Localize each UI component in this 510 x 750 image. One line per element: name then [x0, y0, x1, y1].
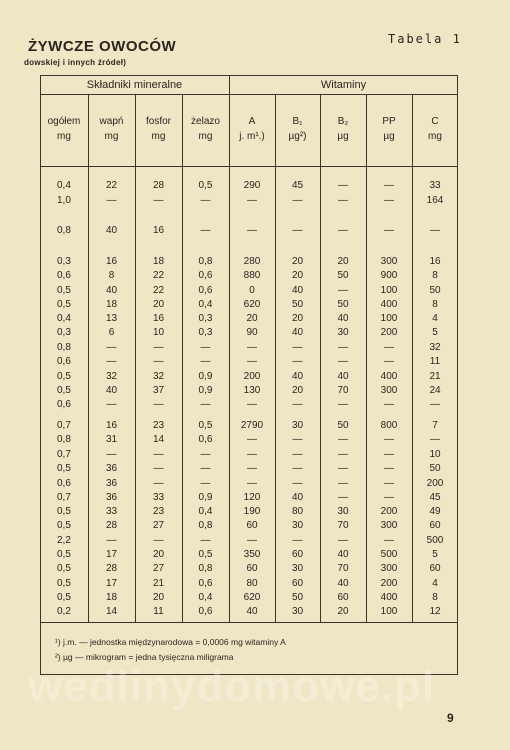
table-cell: —	[292, 535, 303, 546]
table-cell: —	[153, 463, 164, 474]
table-cell: 20	[337, 256, 349, 267]
table-cell: 20	[246, 313, 258, 324]
column-header: B₁	[292, 116, 303, 127]
table-cell: 45	[291, 180, 304, 191]
table-cell: 40	[337, 313, 349, 324]
table-cell: 40	[337, 578, 349, 589]
table-cell: —	[338, 535, 348, 546]
table-cell: 0,6	[198, 434, 213, 445]
table-cell: 40	[105, 225, 118, 236]
table-cell: 0,5	[57, 285, 71, 296]
table-cell: 40	[291, 371, 304, 382]
table-cell: 37	[152, 385, 165, 396]
table-cell: 290	[243, 180, 261, 191]
table-cell: 17	[105, 549, 118, 560]
table-cell: 0,8	[198, 563, 213, 574]
table-cell: —	[247, 434, 257, 445]
table-cell: —	[247, 463, 257, 474]
table-cell: 33	[429, 180, 441, 191]
table-cell: 80	[246, 578, 258, 589]
table-cell: 300	[380, 385, 398, 396]
table-cell: —	[106, 399, 117, 410]
column-unit: mg	[57, 131, 71, 142]
table-cell: —	[384, 195, 394, 206]
footnote-rule	[40, 622, 458, 623]
footnote-1: ¹) j.m. — jednostka międzynarodowa = 0,0006 mg witaminy A	[55, 637, 286, 647]
table-cell: 7	[432, 420, 438, 431]
table-cell: 20	[291, 313, 304, 324]
column-unit: mg	[104, 131, 119, 142]
table-cell: 20	[291, 385, 304, 396]
table-cell: 33	[152, 492, 165, 503]
table-cell: 30	[291, 563, 304, 574]
table-cell: 200	[380, 327, 398, 338]
table-cell: —	[292, 478, 303, 489]
table-cell: 22	[105, 180, 118, 191]
table-cell: 0,8	[57, 434, 71, 445]
column-unit: mg	[198, 131, 213, 142]
table-cell: 6	[108, 327, 115, 338]
table-cell: 20	[337, 606, 349, 617]
footnote-2: ²) µg — mikrogram = jedna tysięczna miligrama	[55, 652, 234, 662]
table-cell: 70	[337, 563, 349, 574]
table-cell: 0,6	[198, 606, 213, 617]
table-cell: 0,6	[198, 270, 213, 281]
table-cell: —	[200, 225, 211, 236]
table-cell: —	[200, 356, 211, 367]
table-cell: 40	[105, 285, 118, 296]
table-cell: 30	[337, 327, 349, 338]
table-cell: —	[106, 356, 117, 367]
table-cell: 880	[243, 270, 261, 281]
table-cell: 24	[429, 385, 441, 396]
table-cell: 10	[152, 327, 165, 338]
table-cell: 32	[105, 371, 118, 382]
table-cell: —	[338, 180, 348, 191]
table-cell: —	[384, 399, 394, 410]
table-cell: 40	[246, 606, 258, 617]
table-cell: —	[153, 449, 164, 460]
table-cell: 27	[152, 520, 165, 531]
table-cell: —	[292, 399, 303, 410]
table-cell: 900	[380, 270, 398, 281]
column-header: fosfor	[145, 116, 171, 127]
table-cell: 31	[105, 434, 118, 445]
table-cell: —	[430, 225, 440, 236]
table-cell: —	[200, 342, 211, 353]
column-header: wapń	[99, 116, 124, 127]
column-header: żelazo	[191, 116, 220, 127]
table-cell: —	[338, 478, 348, 489]
table-cell: 0,5	[57, 385, 71, 396]
page-title: ŻYWCZE OWOCÓW	[28, 38, 177, 55]
table-cell: 400	[380, 371, 398, 382]
table-cell: 350	[243, 549, 261, 560]
table-cell: 50	[337, 420, 349, 431]
table-cell: 18	[105, 299, 118, 310]
table-cell: 11	[429, 356, 441, 367]
table-cell: —	[292, 195, 303, 206]
table-cell: 80	[291, 506, 304, 517]
table-cell: 14	[152, 434, 165, 445]
table-cell: 0,5	[57, 506, 71, 517]
table-cell: 18	[105, 592, 118, 603]
table-cell: 0,5	[57, 563, 71, 574]
table-cell: 0,5	[198, 180, 213, 191]
table-cell: 60	[246, 520, 258, 531]
table-cell: 90	[246, 327, 258, 338]
table-cell: 22	[152, 270, 165, 281]
table-cell: 32	[152, 371, 165, 382]
table-cell: 400	[380, 299, 398, 310]
table-cell: —	[338, 342, 348, 353]
column-header: ogółem	[47, 116, 81, 127]
table-cell: 36	[105, 478, 118, 489]
table-cell: 800	[380, 420, 398, 431]
table-cell: 40	[291, 285, 304, 296]
table-cell: —	[338, 285, 348, 296]
table-cell: 4	[432, 313, 438, 324]
table-cell: —	[200, 463, 211, 474]
table-cell: —	[384, 434, 394, 445]
table-cell: —	[338, 399, 348, 410]
table-cell: 164	[426, 195, 444, 206]
table-cell: 49	[429, 506, 441, 517]
table-cell: 0,5	[57, 578, 71, 589]
column-unit: µg	[337, 131, 349, 142]
group-header: Składniki mineralne	[86, 79, 183, 91]
table-cell: 200	[243, 371, 261, 382]
table-cell: 50	[429, 285, 441, 296]
table-cell: 200	[426, 478, 444, 489]
table-cell: 70	[337, 520, 349, 531]
table-cell: —	[338, 434, 348, 445]
table-cell: 0,2	[57, 606, 71, 617]
table-cell: 20	[291, 270, 304, 281]
table-cell: —	[247, 225, 257, 236]
table-cell: 16	[105, 256, 118, 267]
page-subtitle: dowskiej i innych źródeł)	[24, 58, 127, 67]
table-cell: 16	[152, 225, 165, 236]
table-cell: 0,8	[198, 256, 213, 267]
table-cell: 28	[105, 520, 118, 531]
table-cell: 36	[105, 463, 118, 474]
table-cell: 17	[105, 578, 118, 589]
table-cell: 40	[337, 549, 349, 560]
table-cell: —	[200, 535, 211, 546]
table-cell: —	[247, 449, 257, 460]
table-cell: 0,3	[57, 327, 71, 338]
table-cell: 200	[380, 578, 398, 589]
table-cell: 30	[291, 520, 304, 531]
table-cell: —	[247, 478, 257, 489]
table-cell: 0,8	[198, 520, 213, 531]
table-cell: —	[338, 492, 348, 503]
table-cell: 0,4	[198, 592, 213, 603]
table-cell: 620	[243, 299, 261, 310]
table-cell: 100	[380, 313, 398, 324]
table-cell: —	[247, 535, 257, 546]
table-cell: 21	[429, 371, 441, 382]
table-cell: 21	[152, 578, 165, 589]
table-cell: 27	[152, 563, 165, 574]
table-cell: —	[292, 342, 303, 353]
table-label: Tabela 1	[388, 32, 462, 46]
table-cell: 100	[380, 285, 398, 296]
table-cell: 28	[152, 180, 165, 191]
table-cell: 20	[152, 299, 165, 310]
table-cell: 0,5	[57, 463, 71, 474]
table-cell: 0,7	[57, 420, 71, 431]
table-cell: 1,0	[57, 195, 71, 206]
table-cell: 0	[249, 285, 255, 296]
table-cell: 8	[432, 270, 438, 281]
table-cell: 36	[105, 492, 118, 503]
column-unit: j. m¹.)	[239, 131, 265, 142]
table-cell: 0,5	[198, 549, 213, 560]
group-header: Witaminy	[320, 79, 367, 91]
table-cell: —	[384, 463, 394, 474]
header-divider	[40, 94, 458, 95]
table-cell: 2790	[240, 420, 264, 431]
table-cell: 500	[426, 535, 444, 546]
table-cell: 0,6	[57, 399, 71, 410]
table-cell: 400	[380, 592, 398, 603]
table-cell: 22	[152, 285, 165, 296]
table-cell: 620	[243, 592, 261, 603]
table-cell: —	[338, 225, 348, 236]
table-cell: 60	[429, 563, 441, 574]
table-cell: 5	[432, 549, 438, 560]
table-cell: —	[247, 195, 257, 206]
table-cell: —	[106, 449, 117, 460]
table-cell: —	[338, 449, 348, 460]
table-cell: 30	[291, 420, 304, 431]
table-cell: 20	[291, 256, 304, 267]
table-cell: —	[153, 356, 164, 367]
table-cell: 50	[291, 592, 304, 603]
table-cell: —	[338, 356, 348, 367]
header-bottom-rule	[40, 166, 458, 167]
table-cell: —	[200, 399, 211, 410]
table-cell: 100	[380, 606, 398, 617]
table-cell: —	[247, 356, 257, 367]
table-cell: 300	[380, 520, 398, 531]
table-cell: 0,7	[57, 492, 71, 503]
table-cell: 0,9	[198, 371, 213, 382]
column-header: C	[431, 116, 439, 127]
table-cell: 40	[337, 371, 349, 382]
table-cell: 0,6	[198, 578, 213, 589]
table-cell: —	[200, 195, 211, 206]
table-cell: 120	[243, 492, 261, 503]
table-cell: 23	[152, 420, 165, 431]
table-cell: —	[430, 399, 440, 410]
table-cell: 8	[432, 592, 438, 603]
table-cell: 0,5	[57, 520, 71, 531]
table-cell: 0,8	[57, 342, 71, 353]
column-header: A	[248, 116, 256, 127]
table-cell: 5	[432, 327, 438, 338]
table-cell: —	[430, 434, 440, 445]
table-cell: —	[292, 434, 303, 445]
table-cell: —	[153, 535, 164, 546]
table-cell: 28	[105, 563, 118, 574]
column-header: PP	[382, 116, 396, 127]
table-cell: 0,6	[57, 478, 71, 489]
table-cell: 30	[291, 606, 304, 617]
table-cell: —	[384, 449, 394, 460]
table-cell: 0,4	[198, 506, 213, 517]
table-cell: 0,3	[198, 313, 213, 324]
table-cell: 11	[153, 606, 164, 617]
table-cell: —	[200, 449, 211, 460]
table-cell: 45	[429, 492, 441, 503]
table-cell: 70	[337, 385, 349, 396]
table-cell: 0,6	[57, 356, 71, 367]
table-cell: —	[384, 180, 394, 191]
table-cell: —	[292, 225, 303, 236]
page-number: 9	[447, 711, 454, 725]
table-cell: —	[106, 535, 117, 546]
table-cell: —	[153, 342, 164, 353]
table-cell: —	[384, 478, 394, 489]
table-cell: 10	[429, 449, 441, 460]
table-cell: —	[384, 356, 394, 367]
table-cell: 0,6	[57, 270, 71, 281]
table-cell: 200	[380, 506, 398, 517]
table-cell: —	[292, 449, 303, 460]
table-cell: 12	[429, 606, 441, 617]
table-cell: 13	[105, 313, 118, 324]
table-cell: 16	[429, 256, 441, 267]
table-cell: 8	[108, 270, 115, 281]
table-cell: 0,5	[57, 371, 71, 382]
table-cell: —	[247, 399, 257, 410]
table-cell: —	[247, 342, 257, 353]
table-cell: 0,3	[57, 256, 71, 267]
column-unit: µg²)	[288, 131, 307, 142]
table-cell: 0,5	[57, 299, 71, 310]
table-cell: 50	[291, 299, 304, 310]
table-cell: 0,4	[198, 299, 213, 310]
table-cell: 8	[432, 299, 438, 310]
table-cell: 130	[243, 385, 261, 396]
table-cell: —	[384, 492, 394, 503]
table-cell: 30	[337, 506, 349, 517]
table-cell: 0,7	[57, 449, 71, 460]
table-cell: 50	[337, 270, 349, 281]
table-cell: —	[338, 195, 348, 206]
table-cell: —	[153, 399, 164, 410]
column-unit: mg	[151, 131, 166, 142]
watermark: wedlinydomowe.pl	[28, 662, 436, 711]
table-cell: —	[384, 535, 394, 546]
table-cell: 2,2	[57, 535, 71, 546]
column-header: B₂	[337, 116, 349, 127]
table-cell: 60	[337, 592, 349, 603]
table-cell: —	[292, 463, 303, 474]
table-cell: 14	[105, 606, 118, 617]
table-cell: 20	[152, 549, 165, 560]
table-cell: —	[384, 225, 394, 236]
table-cell: 0,5	[198, 420, 213, 431]
table-cell: —	[292, 356, 303, 367]
table-cell: —	[106, 195, 117, 206]
table-cell: 0,9	[198, 492, 213, 503]
table-cell: 60	[291, 549, 304, 560]
table-cell: 0,9	[198, 385, 213, 396]
table-cell: 50	[429, 463, 441, 474]
column-unit: mg	[428, 131, 442, 142]
table-cell: 0,4	[57, 313, 71, 324]
table-cell: 40	[105, 385, 118, 396]
table-cell: 0,3	[198, 327, 213, 338]
table-cell: 300	[380, 563, 398, 574]
table-cell: 50	[337, 299, 349, 310]
table-cell: 0,5	[57, 592, 71, 603]
table-cell: 23	[152, 506, 165, 517]
table-cell: 190	[243, 506, 261, 517]
table-cell: 4	[432, 578, 438, 589]
table-cell: 60	[246, 563, 258, 574]
table-cell: 500	[380, 549, 398, 560]
table-cell: —	[200, 478, 211, 489]
table-cell: —	[106, 342, 117, 353]
table-cell: 0,8	[57, 225, 71, 236]
table-cell: 0,4	[57, 180, 71, 191]
table-cell: 20	[152, 592, 165, 603]
table-cell: 0,5	[57, 549, 71, 560]
table-cell: —	[384, 342, 394, 353]
table-cell: 60	[429, 520, 441, 531]
table-cell: 60	[291, 578, 304, 589]
table-cell: 18	[152, 256, 165, 267]
table-cell: 40	[291, 327, 304, 338]
table-cell: 0,6	[198, 285, 213, 296]
table-cell: —	[153, 478, 164, 489]
table-cell: 16	[152, 313, 165, 324]
table-cell: 300	[380, 256, 398, 267]
column-unit: µg	[383, 131, 395, 142]
table-cell: 16	[105, 420, 118, 431]
table-cell: 280	[243, 256, 261, 267]
table-cell: 32	[429, 342, 441, 353]
table-cell: —	[338, 463, 348, 474]
table-cell: —	[153, 195, 164, 206]
table-cell: 40	[291, 492, 304, 503]
table-cell: 33	[105, 506, 118, 517]
